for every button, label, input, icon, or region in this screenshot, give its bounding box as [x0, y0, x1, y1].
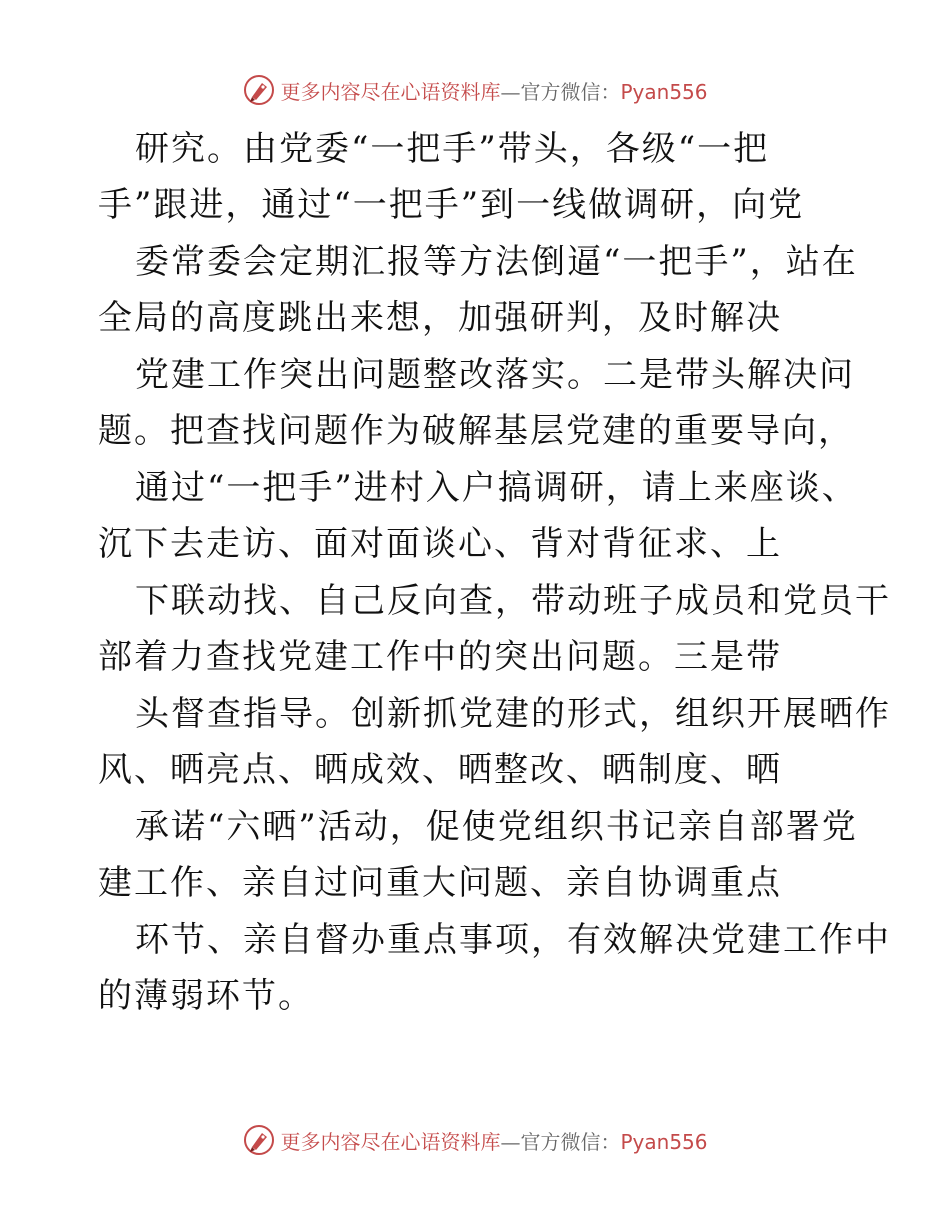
text-line: 的薄弱环节。: [98, 976, 314, 1016]
banner-separator: —: [500, 1129, 521, 1154]
pen-nib-logo-icon: [242, 1123, 276, 1157]
banner-text: [280, 1126, 707, 1155]
text-line: 部着力查找党建工作中的突出问题。三是带: [98, 637, 782, 677]
banner-contact-label: 官方微信：: [520, 1129, 621, 1154]
pen-nib-logo-icon: [242, 73, 276, 107]
banner-separator: —: [500, 79, 521, 104]
text-line: 题。把查找问题作为破解基层党建的重要导向，: [98, 411, 854, 451]
banner-account: Pyan556: [620, 79, 708, 104]
banner-slogan: 更多内容尽在心语资料库: [280, 79, 501, 104]
text-line: 沉下去走访、面对面谈心、背对背征求、上: [98, 524, 782, 564]
text-line: 全局的高度跳出来想，加强研判，及时解决: [98, 298, 782, 338]
banner-contact-label: 官方微信：: [520, 79, 621, 104]
text-line: 通过“一把手”进村入户搞调研，请上来座谈、: [135, 468, 858, 508]
text-line: 下联动找、自己反向查，带动班子成员和党员干: [135, 581, 891, 621]
text-line: 风、晒亮点、晒成效、晒整改、晒制度、晒: [98, 750, 782, 790]
text-line: 承诺“六晒”活动，促使党组织书记亲自部署党: [135, 807, 858, 847]
text-line: 手”跟进，通过“一把手”到一线做调研，向党: [98, 185, 805, 225]
banner-slogan: 更多内容尽在心语资料库: [280, 1129, 501, 1154]
text-line: 建工作、亲自过问重大问题、亲自协调重点: [98, 863, 782, 903]
text-line: 委常委会定期汇报等方法倒逼“一把手”，站在: [135, 242, 858, 282]
footer-banner: [0, 1120, 950, 1160]
banner-text: [280, 76, 707, 105]
header-banner: [0, 70, 950, 110]
text-line: 研究。由党委“一把手”带头，各级“一把: [135, 129, 770, 169]
text-line: 头督查指导。创新抓党建的形式，组织开展晒作: [135, 694, 891, 734]
text-line: 环节、亲自督办重点事项，有效解决党建工作中: [135, 920, 891, 960]
text-line: 党建工作突出问题整改落实。二是带头解决问: [135, 355, 855, 395]
banner-account: Pyan556: [620, 1129, 708, 1154]
